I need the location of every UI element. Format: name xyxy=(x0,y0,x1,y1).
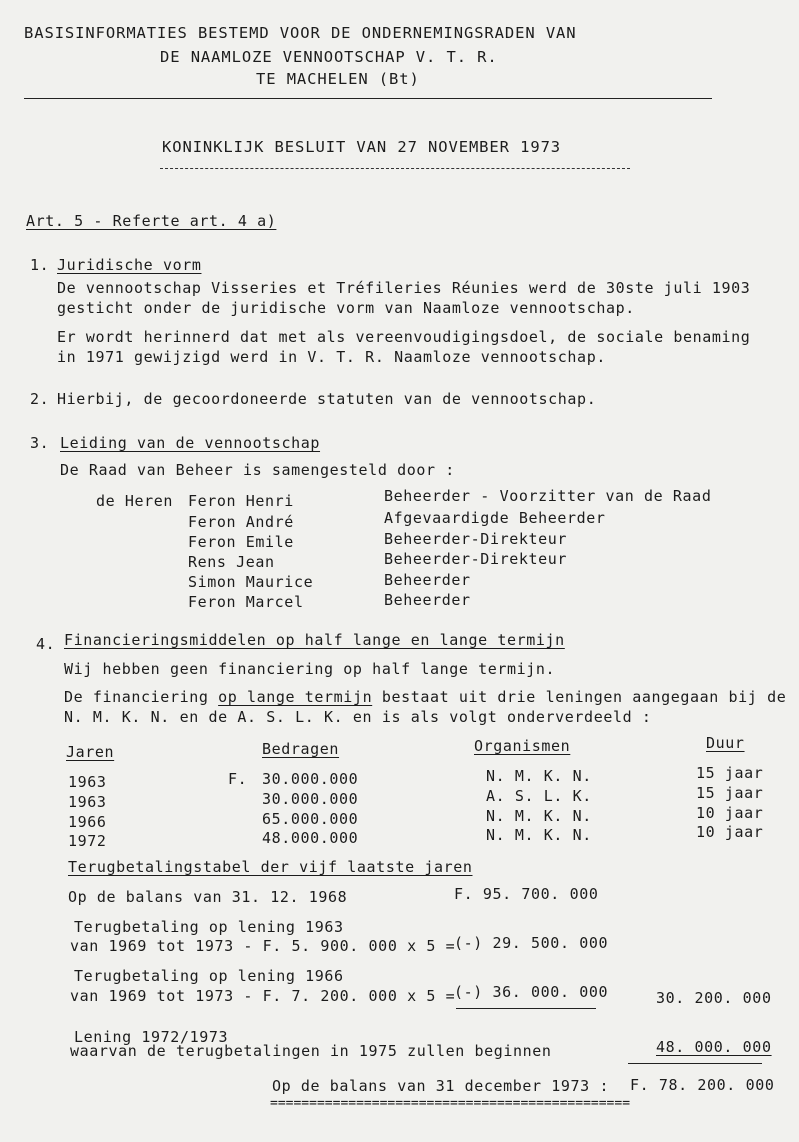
header-line-1: BASISINFORMATIES BESTEMD VOOR DE ONDERNEMINGSRADEN VAN xyxy=(24,24,577,42)
board-member-name: Rens Jean xyxy=(188,553,275,571)
final-balance-value: F. 78. 200. 000 xyxy=(630,1076,775,1094)
loan-duration: 10 jaar xyxy=(696,804,764,822)
section-4-title: Financieringsmiddelen op half lange en lange termijn xyxy=(64,631,565,649)
section-4-number: 4. xyxy=(36,635,56,653)
repayment-1966-value: (-) 36. 000. 000 xyxy=(454,983,609,1001)
section-4-line-3: N. M. K. N. en de A. S. L. K. en is als volgt onderverdeeld : xyxy=(64,708,652,726)
long-term-phrase: op lange termijn xyxy=(218,688,373,706)
header-line-2: DE NAAMLOZE VENNOOTSCHAP V. T. R. xyxy=(160,48,498,66)
board-member-role: Afgevaardigde Beheerder xyxy=(384,509,606,527)
loan-duration: 15 jaar xyxy=(696,764,764,782)
board-member-role: Beheerder - Voorzitter van de Raad xyxy=(384,487,712,505)
section-3-title: Leiding van de vennootschap xyxy=(60,434,321,452)
column-header-duur: Duur xyxy=(706,734,745,752)
board-member-name: Simon Maurice xyxy=(188,573,314,591)
loan-year: 1966 xyxy=(68,813,107,831)
final-double-rule: ============================================== xyxy=(270,1096,631,1111)
balance-1968-label: Op de balans van 31. 12. 1968 xyxy=(68,888,348,906)
loan-1972-1973-line-1: Lening 1972/1973 xyxy=(74,1028,229,1046)
column-header-jaren: Jaren xyxy=(66,743,115,761)
board-member-name: Feron Henri xyxy=(188,492,294,510)
board-member-role: Beheerder-Direkteur xyxy=(384,530,567,548)
loan-amount: 30.000.000 xyxy=(262,770,359,788)
loan-1972-1973-line-2: waarvan de terugbetalingen in 1975 zullen beginnen xyxy=(70,1042,552,1060)
section-4-line-1: Wij hebben geen financiering op half lange termijn. xyxy=(64,660,556,678)
section-2-text: Hierbij, de gecoordoneerde statuten van de vennootschap. xyxy=(57,390,597,408)
loan-year: 1963 xyxy=(68,773,107,791)
repayment-1963-value: (-) 29. 500. 000 xyxy=(454,934,609,952)
loan-organism: N. M. K. N. xyxy=(486,807,592,825)
final-sum-rule xyxy=(628,1063,762,1064)
repayment-subtotal-rule xyxy=(456,1008,596,1009)
board-member-name: Feron Marcel xyxy=(188,593,304,611)
article-reference: Art. 5 - Referte art. 4 a) xyxy=(26,212,277,230)
board-prefix: de Heren xyxy=(96,492,174,510)
repayment-1963-line-2: van 1969 tot 1973 - F. 5. 900. 000 x 5 = xyxy=(70,937,456,955)
repayment-subtotal: 30. 200. 000 xyxy=(656,989,772,1007)
section-4-line-2-start: De financiering xyxy=(64,688,209,706)
loan-duration: 15 jaar xyxy=(696,784,764,802)
repayment-table-title: Terugbetalingstabel der vijf laatste jaren xyxy=(68,858,473,876)
final-balance-label: Op de balans van 31 december 1973 : xyxy=(272,1077,610,1095)
loan-amount: 30.000.000 xyxy=(262,790,359,808)
column-header-organismen: Organismen xyxy=(474,737,571,755)
board-member-name: Feron Emile xyxy=(188,533,294,551)
balance-1968-value: F. 95. 700. 000 xyxy=(454,885,599,903)
loan-organism: N. M. K. N. xyxy=(486,767,592,785)
currency-label: F. xyxy=(228,770,248,788)
loan-duration: 10 jaar xyxy=(696,823,764,841)
section-1-paragraph-2-line-2: in 1971 gewijzigd werd in V. T. R. Naamloze vennootschap. xyxy=(57,348,606,366)
header-rule xyxy=(24,98,712,99)
loan-1972-1973-value: 48. 000. 000 xyxy=(656,1038,772,1056)
column-header-bedragen: Bedragen xyxy=(262,740,340,758)
section-1-number: 1. xyxy=(30,256,50,274)
board-member-role: Beheerder xyxy=(384,571,471,589)
section-4-line-2-end: bestaat uit drie leningen aangegaan bij de xyxy=(381,688,787,706)
section-4-line-2 xyxy=(64,688,786,706)
repayment-1966-line-2: van 1969 tot 1973 - F. 7. 200. 000 x 5 = xyxy=(70,987,456,1005)
section-1-paragraph-1-line-1: De vennootschap Visseries et Tréfileries Réunies werd de 30ste juli 1903 xyxy=(57,279,751,297)
loan-amount: 48.000.000 xyxy=(262,829,359,847)
section-3-number: 3. xyxy=(30,434,50,452)
decree-title: KONINKLIJK BESLUIT VAN 27 NOVEMBER 1973 xyxy=(162,138,562,156)
repayment-1966-line-1: Terugbetaling op lening 1966 xyxy=(74,967,344,985)
board-member-role: Beheerder-Direkteur xyxy=(384,550,567,568)
section-1-title: Juridische vorm xyxy=(57,256,202,274)
loan-organism: N. M. K. N. xyxy=(486,826,592,844)
loan-amount: 65.000.000 xyxy=(262,810,359,828)
header-line-3: TE MACHELEN (Bt) xyxy=(256,70,420,88)
loan-organism: A. S. L. K. xyxy=(486,787,592,805)
loan-year: 1963 xyxy=(68,793,107,811)
section-3-intro: De Raad van Beheer is samengesteld door : xyxy=(60,461,455,479)
section-2-number: 2. xyxy=(30,390,50,408)
repayment-1963-line-1: Terugbetaling op lening 1963 xyxy=(74,918,344,936)
board-member-role: Beheerder xyxy=(384,591,471,609)
loan-year: 1972 xyxy=(68,832,107,850)
board-member-name: Feron André xyxy=(188,513,294,531)
section-1-paragraph-1-line-2: gesticht onder de juridische vorm van Naamloze vennootschap. xyxy=(57,299,635,317)
decree-title-underline xyxy=(160,168,630,169)
section-1-paragraph-2-line-1: Er wordt herinnerd dat met als vereenvoudigingsdoel, de sociale benaming xyxy=(57,328,751,346)
